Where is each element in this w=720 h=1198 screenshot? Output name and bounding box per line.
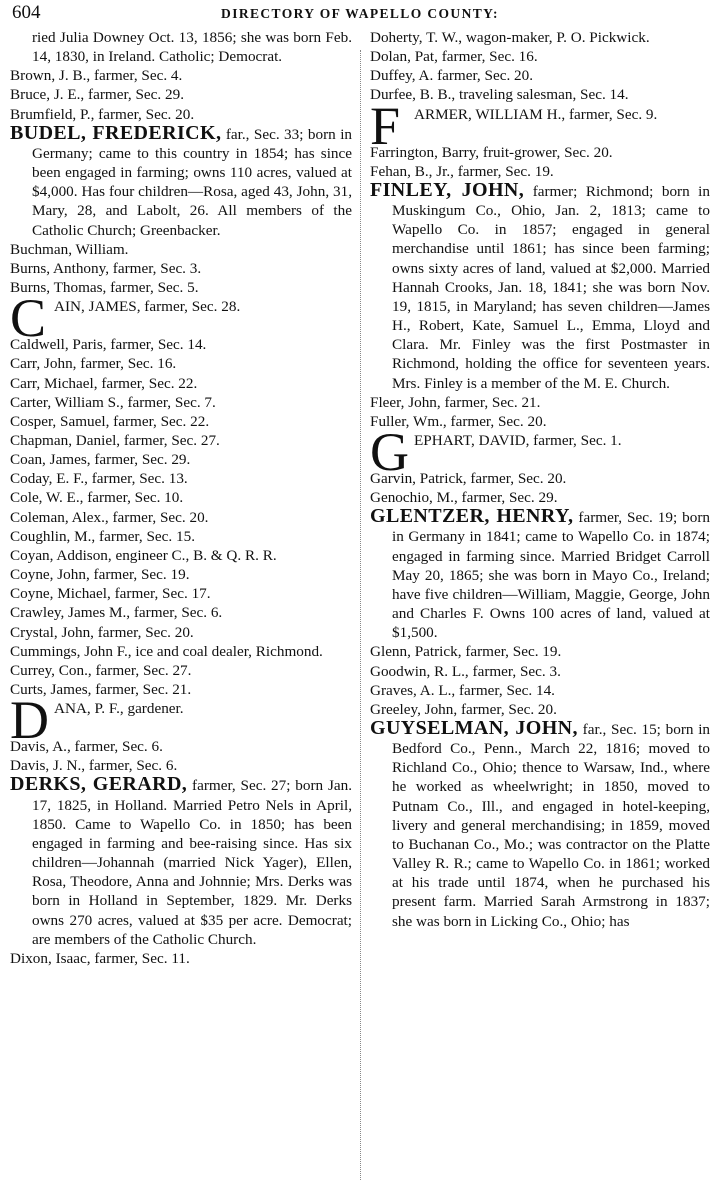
directory-entry: Cosper, Samuel, farmer, Sec. 22. [10, 412, 210, 430]
directory-entry: Curts, James, farmer, Sec. 21. [10, 681, 192, 698]
biography-text: far., Sec. 33; born in Germany; came to this country in 1854; has since been engaged in farming; owns 110 acres, valued at $4,000. Has four children—Rosa, aged 43, John, 31, Mary, 28, and Labolt, 26. All members of the Catholic Church; Greenbacker. [32, 125, 353, 239]
biography-text: farmer, Sec. 27; born Jan. 17, 1825, in Holland. Married Petro Nels in April, 1850. Came to Wapello Co. in 1850; has been engaged in farming and bee-raising since. Has six children—Johannah (married Nick Yager), Ellen, Rosa, Theodore, Anna and Johnnie; Mrs. Derks was born in Holland in September, 1829. Mr. Derks owns 270 acres, valued at $35 per acre. Democrat; are members of the Catholic Church. [32, 777, 352, 948]
directory-entry: Currey, Con., farmer, Sec. 27. [10, 661, 192, 679]
biography-name: GUYSELMAN, JOHN, [370, 717, 578, 739]
directory-entry: Davis, J. N., farmer, Sec. 6. [10, 757, 178, 775]
section-initial-letter: D [10, 690, 49, 751]
biography-entry [370, 507, 710, 642]
biography-name: GLENTZER, HENRY, [370, 505, 574, 528]
directory-entry: Coyne, John, farmer, Sec. 19. [10, 566, 190, 584]
directory-entry: Burns, Thomas, farmer, Sec. 5. [10, 279, 199, 297]
directory-entry: Coday, E. F., farmer, Sec. 13. [10, 470, 188, 488]
directory-entry: Buchman, William. [10, 240, 129, 258]
directory-entry: Genochio, M., farmer, Sec. 29. [370, 489, 558, 507]
directory-entry: Dolan, Pat, farmer, Sec. 16. [370, 48, 538, 66]
directory-entry: Coyne, Michael, farmer, Sec. 17. [10, 585, 211, 603]
directory-entry: Brown, J. B., farmer, Sec. 4. [10, 67, 183, 85]
directory-entry: Crystal, John, farmer, Sec. 20. [10, 623, 194, 641]
directory-entry: Greeley, John, farmer, Sec. 20. [370, 700, 557, 718]
directory-entry: Doherty, T. W., wagon-maker, P. O. Pickwick. [370, 29, 650, 46]
biography-entry [10, 775, 352, 948]
directory-entry: Fuller, Wm., farmer, Sec. 20. [370, 412, 547, 430]
directory-entry: Durfee, B. B., traveling salesman, Sec. 14. [370, 86, 629, 104]
column-divider [360, 50, 361, 1180]
entry-text: EPHART, DAVID, farmer, Sec. 1. [414, 431, 622, 449]
directory-entry: Fehan, B., Jr., farmer, Sec. 19. [370, 162, 554, 180]
biography-text: farmer, Sec. 19; born in Germany in 1841; came to Wapello Co. in 1874; engaged in farming since. Married Bridget Carroll May 20, 1865; she was born in Mayo Co., Ireland; have five children—William, Maggie, George, John and Charles F. Owns 100 acres of land, valued at $1,500. [392, 509, 710, 642]
directory-entry: Carter, William S., farmer, Sec. 7. [10, 393, 216, 411]
directory-entry: Dixon, Isaac, farmer, Sec. 11. [10, 949, 190, 967]
section-initial-letter: F [370, 95, 401, 156]
directory-entry: Coan, James, farmer, Sec. 29. [10, 451, 191, 469]
directory-entry: Carr, John, farmer, Sec. 16. [10, 355, 177, 373]
entry-text: ANA, P. F., gardener. [54, 700, 184, 718]
right-column [370, 28, 710, 931]
directory-entry: Glenn, Patrick, farmer, Sec. 19. [370, 643, 562, 661]
directory-entry: Coleman, Alex., farmer, Sec. 20. [10, 508, 209, 526]
continued-entry: ried Julia Downey Oct. 13, 1856; she was born Feb. 14, 1830, in Ireland. Catholic; Democrat. [32, 29, 352, 66]
directory-entry: Caldwell, Paris, farmer, Sec. 14. [10, 336, 207, 354]
directory-entry: Brumfield, P., farmer, Sec. 20. [10, 105, 195, 123]
biography-entry [370, 178, 710, 393]
biography-text: far., Sec. 15; born in Bedford Co., Penn., March 22, 1816; moved to Richland Co., Ohio; thence to Warsaw, Ind., where he worked as wheelwright; in 1850, moved to Putnam Co., Ill., and engaged in hotel-keeping, livery and general merchandising; in 1859, moved to Buchanan Co., Mo.; was contractor on the Platte Valley R. R.; came to Wapello Co. in 1861; worked at his trade until 1874, when he purchased his present farm. Married Sarah Armstrong in 1837; she was born in Licking Co., Ohio; has [392, 721, 711, 930]
directory-entry: Garvin, Patrick, farmer, Sec. 20. [370, 469, 567, 487]
directory-entry: Fleer, John, farmer, Sec. 21. [370, 393, 541, 411]
biography-entry [10, 121, 353, 240]
biography-name: DERKS, GERARD, [10, 773, 188, 796]
page-number: 604 [12, 2, 41, 23]
page-header [0, 0, 720, 28]
section-initial-letter: G [370, 421, 409, 482]
directory-entry: Coughlin, M., farmer, Sec. 15. [10, 527, 195, 545]
directory-entry: Cummings, John F., ice and coal dealer, Richmond. [10, 642, 323, 660]
biography-entry [370, 719, 710, 931]
section-initial-letter: C [10, 288, 47, 349]
directory-entry: Farrington, Barry, fruit-grower, Sec. 20. [370, 143, 613, 161]
directory-entry: Chapman, Daniel, farmer, Sec. 27. [10, 431, 220, 449]
directory-entry: Davis, A., farmer, Sec. 6. [10, 738, 163, 756]
running-title: DIRECTORY OF WAPELLO COUNTY: [221, 6, 499, 21]
directory-entry: Goodwin, R. L., farmer, Sec. 3. [370, 662, 561, 680]
entry-text: ARMER, WILLIAM H., farmer, Sec. 9. [414, 105, 658, 123]
directory-entry: Burns, Anthony, farmer, Sec. 3. [10, 259, 202, 277]
directory-entry: Duffey, A. farmer, Sec. 20. [370, 67, 534, 85]
left-column [10, 28, 352, 968]
biography-name: FINLEY, JOHN, [370, 178, 525, 201]
directory-entry: Bruce, J. E., farmer, Sec. 29. [10, 86, 184, 104]
directory-entry: Graves, A. L., farmer, Sec. 14. [370, 681, 555, 699]
directory-entry: Coyan, Addison, engineer C., B. & Q. R. R. [10, 546, 277, 564]
directory-entry: Cole, W. E., farmer, Sec. 10. [10, 489, 184, 507]
directory-entry: Carr, Michael, farmer, Sec. 22. [10, 374, 198, 392]
directory-entry: Crawley, James M., farmer, Sec. 6. [10, 604, 223, 622]
biography-name: BUDEL, FREDERICK, [10, 121, 222, 144]
biography-text: farmer; Richmond; born in Muskingum Co., Ohio, Jan. 2, 1813; came to Wapello Co. in 1857; engaged in general merchandise until 1861; has since been farming; owns sixty acres of land, valued at $2,000. Married Hannah Crooks, Jan. 18, 1841; she was born Nov. 19, 1815, in Maryland; has seven children—James H., Robert, Kate, Samuel L., Emma, Lloyd and Clara. Mr. Finley was the first Postmaster in Richmond, holding the office for seventeen years. Mrs. Finley is a member of the M. E. Church. [392, 182, 710, 392]
entry-text: AIN, JAMES, farmer, Sec. 28. [54, 298, 241, 316]
